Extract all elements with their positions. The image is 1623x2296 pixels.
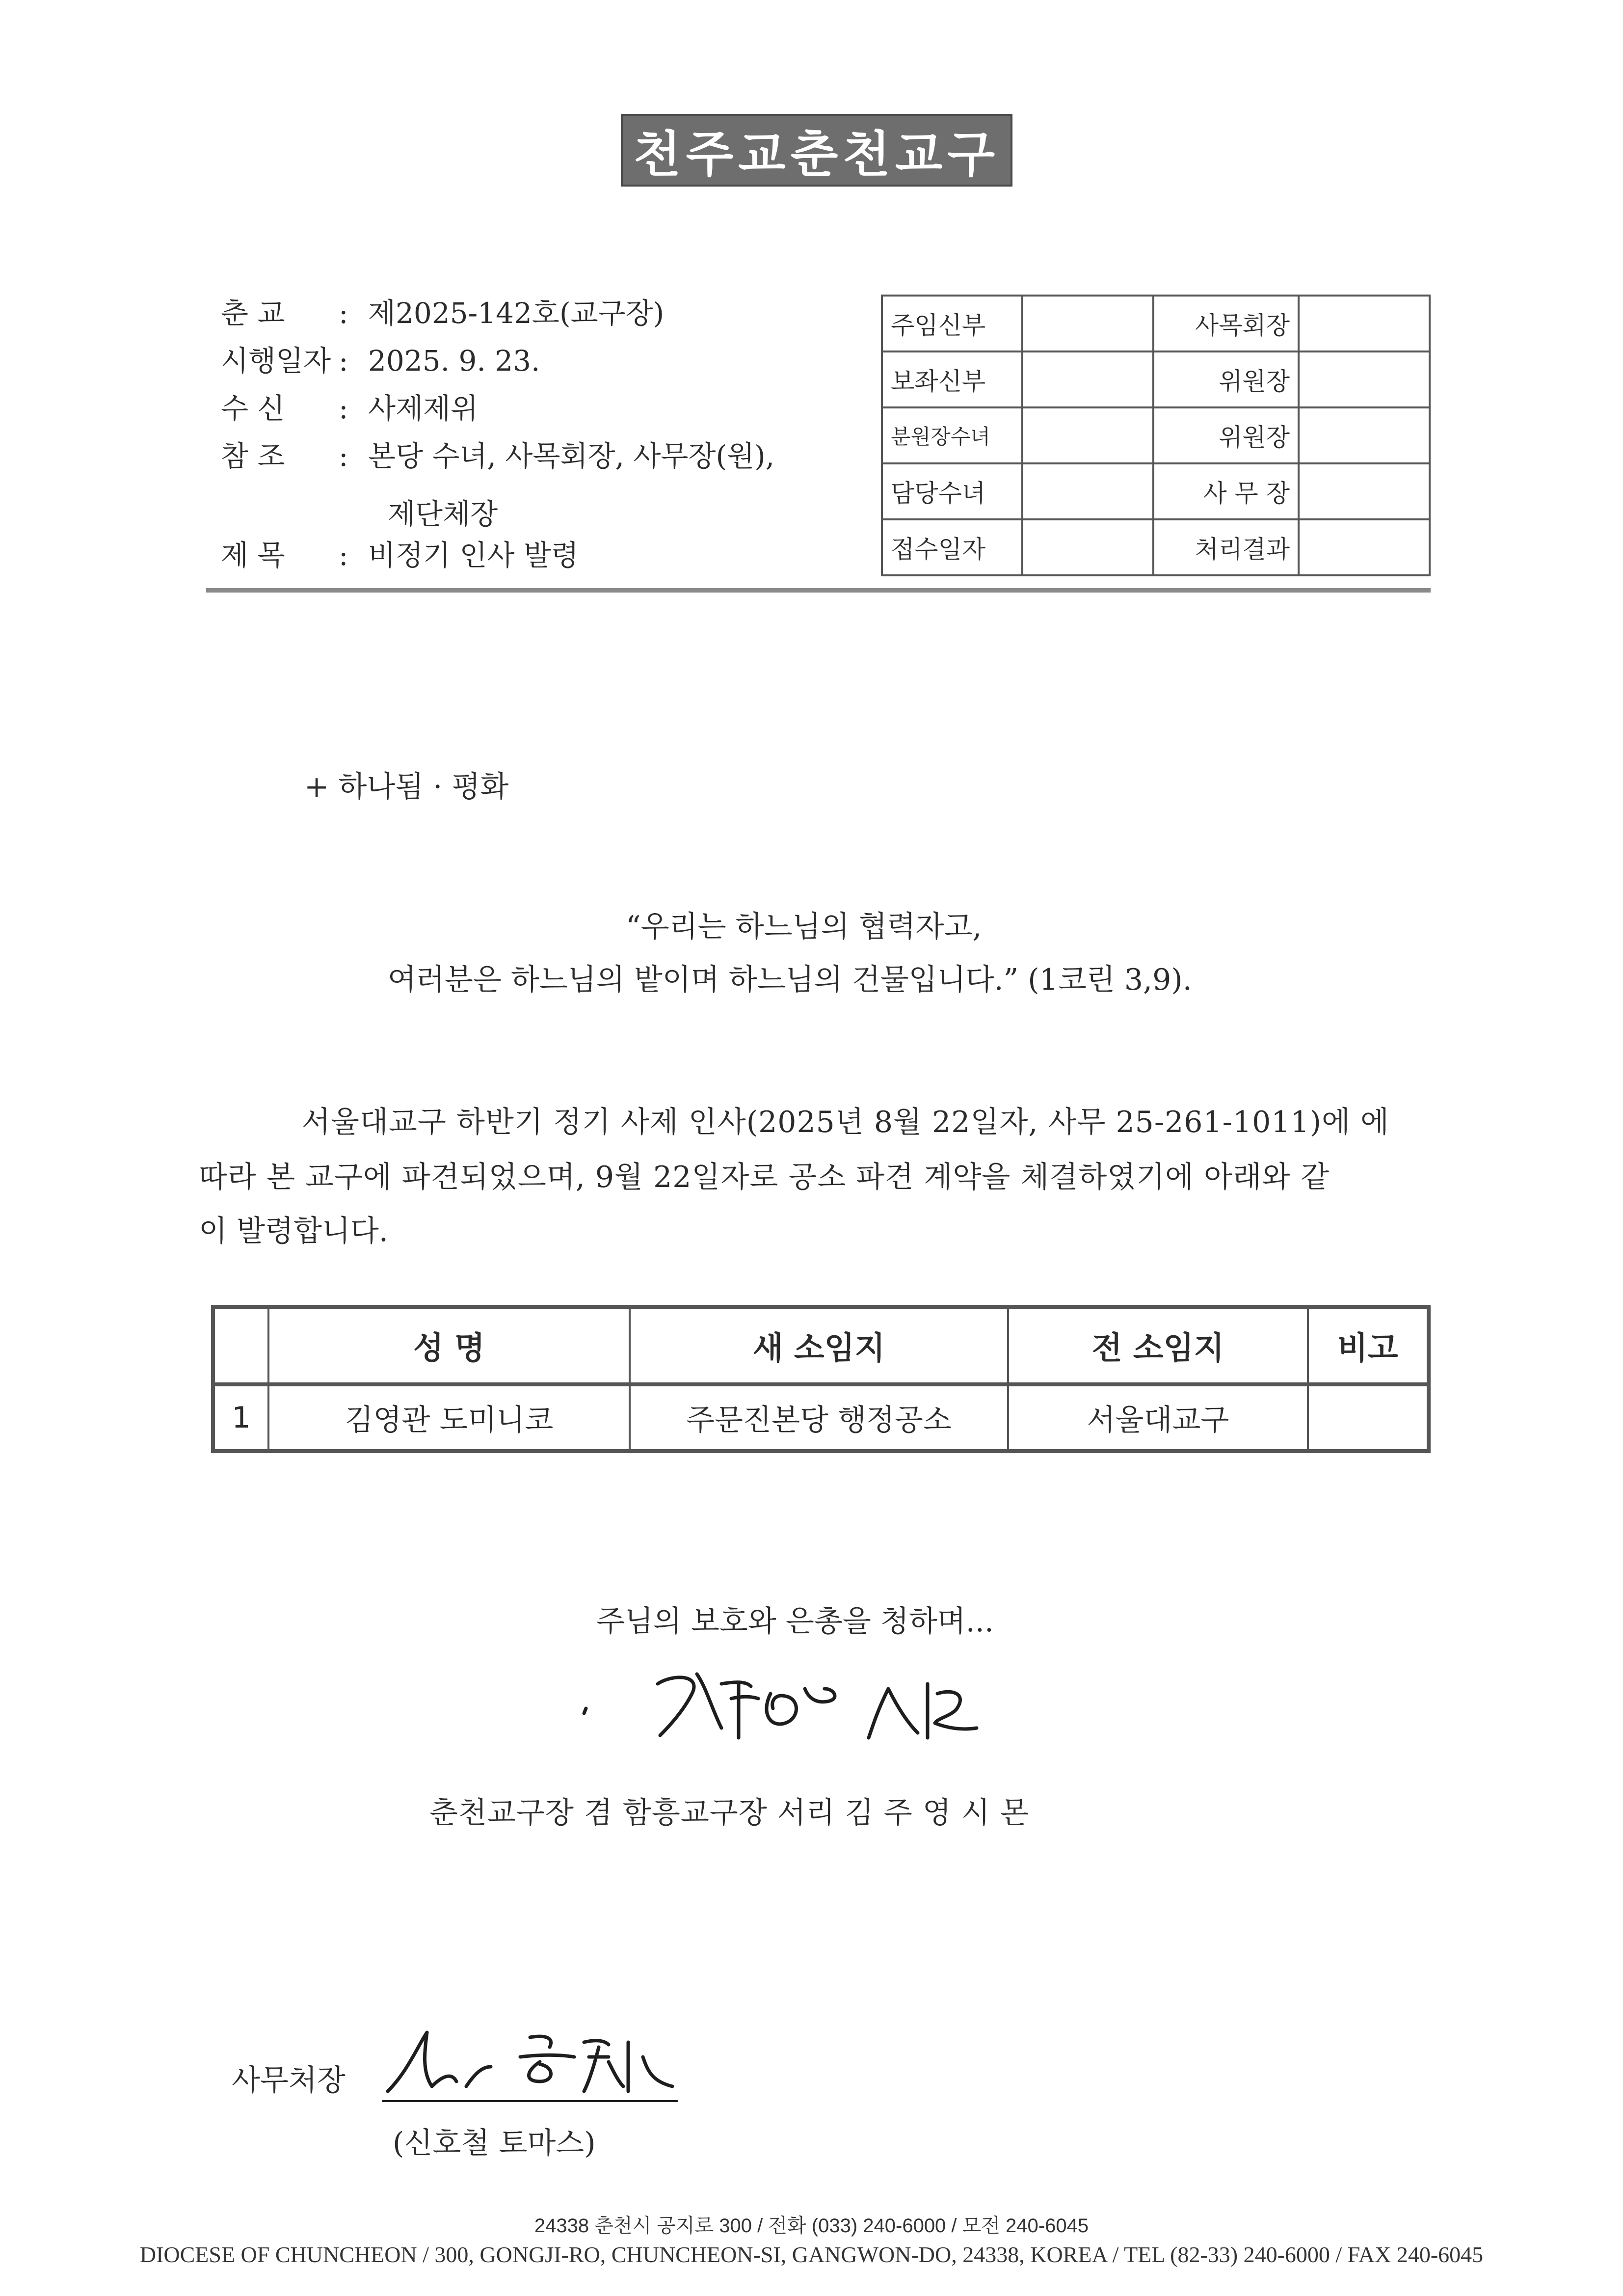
body-line-1: 서울대교구 하반기 정기 사제 인사(2025년 8월 22일자, 사무 25-261-1011)에 에 — [302, 1105, 1389, 1139]
secretary-label: 사무처장 — [232, 2063, 346, 2098]
table-row — [213, 1384, 1429, 1451]
routing-label: 담당수녀 — [882, 463, 1022, 519]
body-line-3: 이 발령합니다. — [199, 1214, 388, 1248]
routing-cell — [1299, 407, 1430, 463]
header-new-post: 새 소임지 — [630, 1307, 1008, 1384]
routing-label: 주임신부 — [882, 296, 1022, 351]
routing-label: 사 무 장 — [1153, 463, 1299, 519]
meta-label: 춘 교 — [221, 297, 285, 330]
routing-label: 위원장 — [1153, 407, 1299, 463]
meta-label: 수 신 — [221, 392, 285, 425]
routing-cell — [1299, 519, 1430, 575]
cell-no: 1 — [213, 1384, 268, 1451]
routing-row — [882, 463, 1430, 519]
meta-label: 시행일자 — [221, 344, 331, 378]
routing-cell — [1299, 463, 1430, 519]
routing-cell — [1299, 296, 1430, 351]
routing-box — [881, 295, 1431, 576]
table-header-row — [213, 1307, 1429, 1384]
meta-value: 2025. 9. 23. — [368, 344, 540, 378]
cell-new-post: 주문진본당 행정공소 — [630, 1384, 1008, 1451]
meta-value: 사제제위 — [368, 392, 479, 425]
routing-row — [882, 519, 1430, 575]
header-prev-post: 전 소임지 — [1008, 1307, 1308, 1384]
bishop-signature — [574, 1654, 1045, 1753]
header-name: 성 명 — [268, 1307, 630, 1384]
meta-row-doc-no: 춘 교 : 제2025-142호(교구장) — [221, 295, 664, 332]
routing-row — [882, 407, 1430, 463]
routing-label: 접수일자 — [882, 519, 1022, 575]
secretary-name: (신호철 토마스) — [393, 2126, 596, 2161]
routing-label: 위원장 — [1153, 351, 1299, 407]
greeting: + 하나됨 · 평화 — [304, 770, 509, 804]
meta-row-subject: 제 목 : 비정기 인사 발령 — [221, 537, 579, 574]
routing-cell — [1022, 351, 1153, 407]
footer-address-english: DIOCESE OF CHUNCHEON / 300, GONGJI-RO, CHUNCHEON-SI, GANGWON-DO, 24338, KOREA / TEL (82-33) 240-6000 / FAX 240-6045 — [139, 2242, 1484, 2267]
meta-row-reference: 참 조 : 본당 수녀, 사목회장, 사무장(원), — [221, 437, 774, 475]
meta-reference-cont: 제단체장 — [388, 497, 498, 531]
cell-note — [1308, 1384, 1429, 1451]
header-divider — [206, 588, 1431, 593]
header-no — [213, 1307, 268, 1384]
letterhead-title: 천주교춘천교구 — [621, 114, 1012, 187]
footer-address-korean: 24338 춘천시 공지로 300 / 전화 (033) 240-6000 / 모전 240-6045 — [534, 2215, 1089, 2237]
routing-label: 보좌신부 — [882, 351, 1022, 407]
meta-row-recipient: 수 신 : 사제제위 — [221, 390, 478, 427]
closing: 주님의 보호와 은총을 청하며... — [596, 1604, 994, 1639]
routing-cell — [1299, 351, 1430, 407]
routing-label: 분원장수녀 — [882, 407, 1022, 463]
routing-cell — [1022, 463, 1153, 519]
routing-label: 처리결과 — [1153, 519, 1299, 575]
meta-value: 제2025-142호(교구장) — [368, 297, 665, 330]
header-note: 비고 — [1308, 1307, 1429, 1384]
appointment-table — [211, 1305, 1431, 1453]
meta-label: 제 목 — [221, 539, 285, 572]
routing-cell — [1022, 519, 1153, 575]
routing-row — [882, 351, 1430, 407]
cell-prev-post: 서울대교구 — [1008, 1384, 1308, 1451]
meta-row-date: 시행일자 : 2025. 9. 23. — [221, 342, 540, 379]
meta-value: 본당 수녀, 사목회장, 사무장(원), — [368, 439, 775, 473]
routing-label: 사목회장 — [1153, 296, 1299, 351]
routing-cell — [1022, 296, 1153, 351]
meta-label: 참 조 — [221, 439, 285, 473]
meta-value: 비정기 인사 발령 — [368, 539, 579, 572]
body-line-2: 따라 본 교구에 파견되었으며, 9월 22일자로 공소 파견 계약을 체결하였기에 아래와 같 — [199, 1160, 1330, 1194]
routing-row — [882, 296, 1430, 351]
quote-line-2: 여러분은 하느님의 밭이며 하느님의 건물입니다.” (1코린 3,9). — [388, 963, 1192, 997]
signatory: 춘천교구장 겸 함흥교구장 서리 김 주 영 시 몬 — [429, 1796, 1029, 1830]
cell-name: 김영관 도미니코 — [268, 1384, 630, 1451]
quote-line-1: “우리는 하느님의 협력자고, — [626, 910, 982, 944]
routing-cell — [1022, 407, 1153, 463]
secretary-signature — [378, 2018, 682, 2106]
